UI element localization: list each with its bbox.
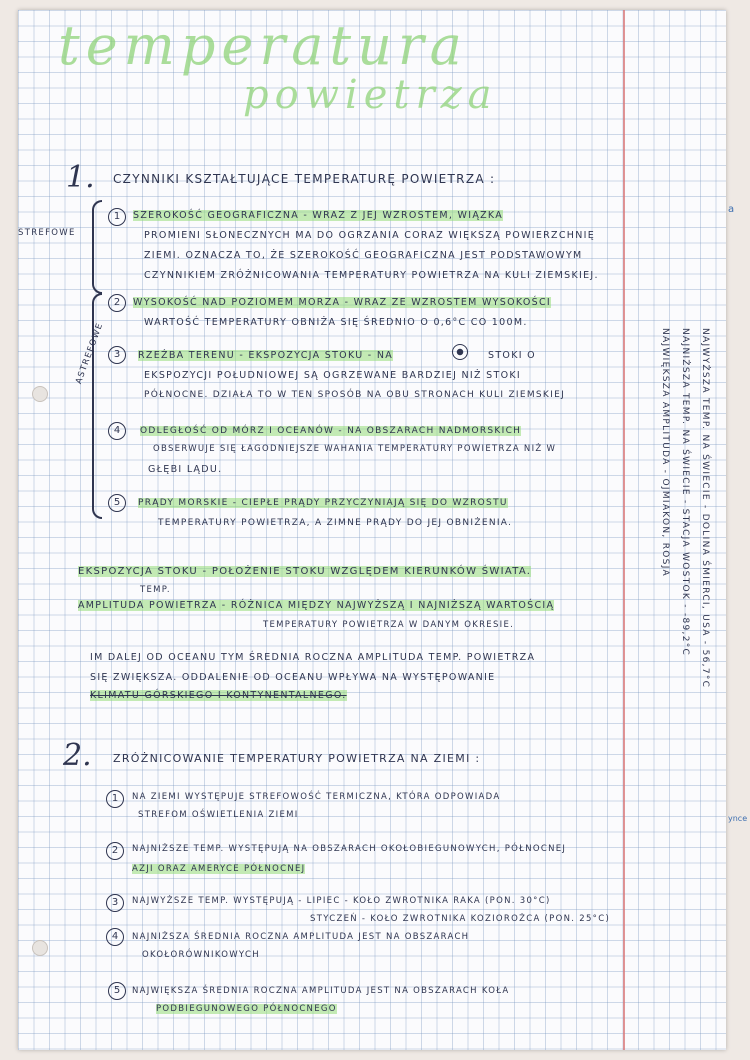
section2-heading: ZRÓŻNICOWANIE TEMPERATURY POWIETRZA NA ZIEMI :: [113, 752, 481, 765]
edge-mark: ynce: [728, 814, 748, 823]
sun-icon: [452, 344, 468, 360]
def-amplituda-sup: TEMP.: [140, 585, 171, 595]
s2-item3-line2: STYCZEŃ - KOŁO ZWROTNIKA KOZIOROŻCA (PON. 25°C): [310, 914, 611, 924]
item5-line1: [138, 498, 508, 508]
item-number: 5: [108, 982, 126, 1000]
edge-mark: a: [728, 204, 735, 215]
item2-line1-text: WYSOKOŚĆ NAD POZIOMEM MORZA - WRAZ ZE WZROSTEM WYSOKOŚCI: [133, 297, 552, 308]
brace-astrefowe: [92, 293, 102, 519]
item-number: 2: [108, 294, 126, 312]
item4-line1: [140, 426, 521, 436]
ocean-line3-text: KLIMATU GÓRSKIEGO I KONTYNENTALNEGO.: [90, 690, 347, 701]
ocean-line2: SIĘ ZWIĘKSZA. ODDALENIE OD OCEANU WPŁYWA NA WYSTĘPOWANIE: [90, 672, 496, 683]
item2-line2: WARTOŚĆ TEMPERATURY OBNIŻA SIĘ ŚREDNIO O 0,6°C CO 100M.: [144, 317, 528, 328]
item-number: 1: [108, 208, 126, 226]
item4-line2: OBSERWUJE SIĘ ŁAGODNIEJSZE WAHANIA TEMPERATURY POWIETRZA NIŻ W: [153, 444, 557, 454]
item4-line3: GŁĘBI LĄDU.: [148, 464, 223, 475]
item2-line1: [133, 297, 551, 308]
def-ekspozycja: [78, 566, 531, 577]
s2-item4-line2: OKOŁORÓWNIKOWYCH: [142, 950, 260, 960]
item1-line1: [133, 210, 503, 221]
title-line2: powietrza: [243, 72, 498, 118]
title-line1: temperatura: [58, 14, 468, 77]
item3-line1b: STOKI O: [488, 350, 536, 361]
item1-line1-text: SZEROKOŚĆ GEOGRAFICZNA - WRAZ Z JEJ WZROSTEM, WIĄZKA: [133, 210, 504, 221]
notebook-page: [18, 10, 726, 1050]
sidebar-note-1: NAJWYŻSZA TEMP. NA ŚWIECIE - DOLINA ŚMIERCI, USA - 56,7°C: [700, 328, 710, 689]
s2-item2-line1: NAJNIŻSZE TEMP. WYSTĘPUJĄ NA OBSZARACH OKOŁOBIEGUNOWYCH, PÓŁNOCNEJ: [132, 844, 567, 854]
punch-hole: [32, 940, 48, 956]
brace-strefowe: [92, 200, 102, 294]
item-number: 3: [108, 346, 126, 364]
item3-line3: PÓŁNOCNE. DZIAŁA TO W TEN SPOSÓB NA OBU STRONACH KULI ZIEMSKIEJ: [144, 390, 566, 400]
s2-item5-line2: [156, 1004, 337, 1014]
item-number: 5: [108, 494, 126, 512]
def-amplituda-line1: [78, 600, 554, 611]
sidebar-note-2: NAJNIŻSZA TEMP. NA ŚWIECIE - STACJA WOSTOK - -89,2°C: [680, 328, 690, 657]
s2-item1-line1: NA ZIEMI WYSTĘPUJE STREFOWOŚĆ TERMICZNA, KTÓRA ODPOWIADA: [132, 792, 501, 802]
item1-line2: PROMIENI SŁONECZNYCH MA DO OGRZANIA CORAZ WIĘKSZĄ POWIERZCHNIĘ: [144, 230, 596, 241]
item3-line2: EKSPOZYCJI POŁUDNIOWEJ SĄ OGRZEWANE BARDZIEJ NIŻ STOKI: [144, 370, 521, 381]
item-number: 3: [106, 894, 124, 912]
s2-item5-line2-text: PODBIEGUNOWEGO PÓŁNOCNEGO: [156, 1004, 337, 1014]
s2-item2-line2: [132, 864, 305, 874]
punch-hole: [32, 386, 48, 402]
ocean-line1: IM DALEJ OD OCEANU TYM ŚREDNIA ROCZNA AMPLITUDA TEMP. POWIETRZA: [90, 652, 536, 663]
item-number: 2: [106, 842, 124, 860]
s2-item4-line1: NAJNIŻSZA ŚREDNIA ROCZNA AMPLITUDA JEST NA OBSZARACH: [132, 932, 470, 942]
section2-number: 2.: [63, 738, 92, 773]
item-number: 1: [106, 790, 124, 808]
item1-line3: ZIEMI. OZNACZA TO, ŻE SZEROKOŚĆ GEOGRAFICZNA JEST PODSTAWOWYM: [144, 250, 583, 261]
s2-item1-line2: STREFOM OŚWIETLENIA ZIEMI: [138, 810, 299, 820]
s2-item3-line1: NAJWYŻSZE TEMP. WYSTĘPUJĄ - LIPIEC - KOŁO ZWROTNIKA RAKA (PON. 30°C): [132, 896, 551, 906]
ocean-line3: [90, 690, 347, 701]
item5-line2: TEMPERATURY POWIETRZA, A ZIMNE PRĄDY DO JEJ OBNIŻENIA.: [158, 518, 513, 528]
s2-item2-line2-text: AZJI ORAZ AMERYCE PÓŁNOCNEJ: [132, 864, 306, 874]
def-amplituda-line2: TEMPERATURY POWIETRZA W DANYM OKRESIE.: [263, 620, 515, 630]
item3-line1-text: RZEŹBA TERENU - EKSPOZYCJA STOKU - NA: [138, 350, 394, 361]
sidebar-note-3: NAJWIĘKSZA AMPLITUDA - OJMIAKON, ROSJA: [660, 328, 670, 577]
item1-line4: CZYNNIKIEM ZRÓŻNICOWANIA TEMPERATURY POWIETRZA NA KULI ZIEMSKIEJ.: [144, 270, 599, 281]
section1-heading: CZYNNIKI KSZTAŁTUJĄCE TEMPERATURĘ POWIETRZA :: [113, 172, 496, 186]
item5-line1-text: PRĄDY MORSKIE - CIEPŁE PRĄDY PRZYCZYNIAJĄ SIĘ DO WZROSTU: [138, 498, 508, 508]
def-amplituda-line1-text: AMPLITUDA POWIETRZA - RÓŻNICA MIĘDZY NAJWYŻSZĄ I NAJNIŻSZĄ WARTOŚCIĄ: [78, 600, 555, 611]
group-label-astrefowe: ASTREFOWE: [74, 321, 106, 386]
item3-line1: [138, 350, 393, 361]
def-ekspozycja-text: EKSPOZYCJA STOKU - POŁOŻENIE STOKU WZGLĘDEM KIERUNKÓW ŚWIATA.: [78, 566, 532, 577]
section1-number: 1.: [66, 160, 95, 195]
group-label-strefowe: STREFOWE: [18, 228, 76, 238]
item4-line1-text: ODLEGŁOŚĆ OD MÓRZ I OCEANÓW - NA OBSZARACH NADMORSKICH: [140, 426, 522, 436]
item-number: 4: [108, 422, 126, 440]
s2-item5-line1: NAJWIĘKSZA ŚREDNIA ROCZNA AMPLITUDA JEST NA OBSZARACH KOŁA: [132, 986, 510, 996]
margin-line: [623, 10, 625, 1050]
item-number: 4: [106, 928, 124, 946]
